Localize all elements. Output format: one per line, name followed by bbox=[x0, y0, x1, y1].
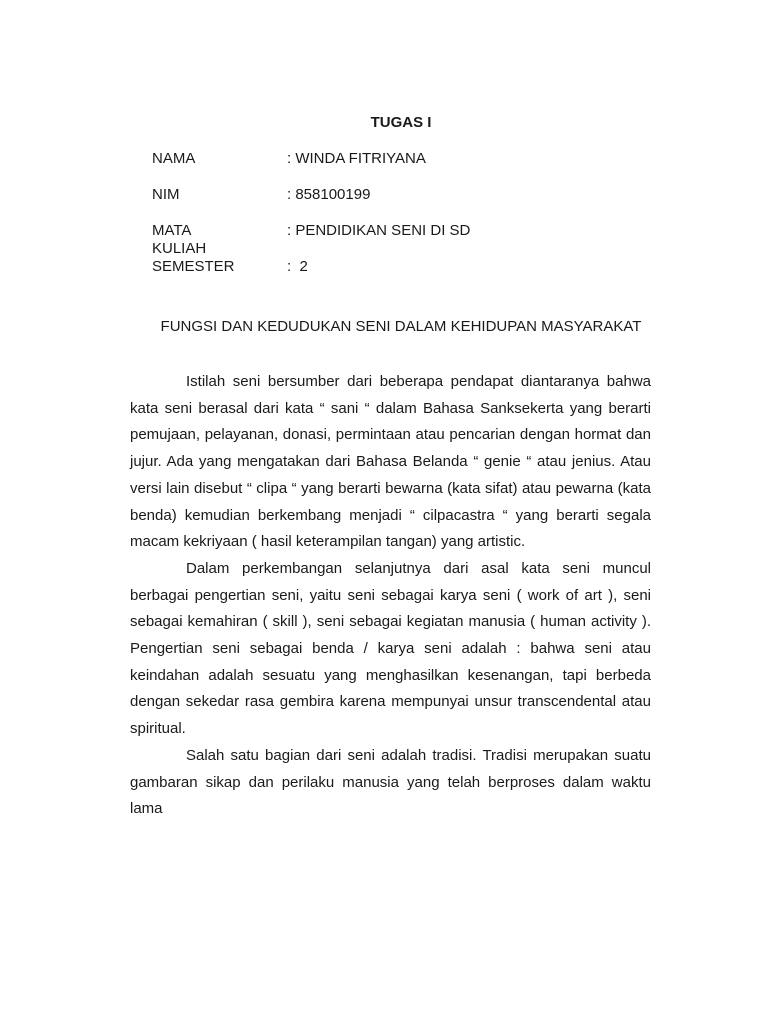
info-value: : WINDA FITRIYANA bbox=[287, 150, 426, 167]
info-value: : 2 bbox=[287, 258, 308, 275]
paragraph: Istilah seni bersumber dari beberapa pendapat diantaranya bahwa kata seni berasal dari kata “ sani “ dalam Bahasa Sanksekerta yang berarti pemujaan, pelayanan, donasi, permintaan atau pencarian dengan hormat dan jujur. Ada yang mengatakan dari Bahasa Belanda “ genie “ atau jenius. Atau versi lain disebut “ clipa “ yang berarti bewarna (kata sifat) atau pewarna (kata benda) kemudian berkembang menjadi “ cilpacastra “ yang berarti segala macam kekriyaan ( hasil keterampilan tangan) yang artistic. bbox=[130, 373, 651, 551]
info-label: MATA KULIAH bbox=[152, 222, 207, 257]
info-label: NIM bbox=[152, 186, 180, 203]
paragraph: Salah satu bagian dari seni adalah tradisi. Tradisi merupakan suatu gambaran sikap dan perilaku manusia yang telah berproses dalam waktu lama bbox=[130, 746, 651, 818]
section-heading: FUNGSI DAN KEDUDUKAN SENI DALAM KEHIDUPAN MASYARAKAT bbox=[160, 318, 642, 335]
document-title: TUGAS I bbox=[370, 114, 432, 131]
info-label: SEMESTER bbox=[152, 258, 235, 275]
info-label: NAMA bbox=[152, 150, 196, 167]
paragraph: Dalam perkembangan selanjutnya dari asal kata seni muncul berbagai pengertian seni, yaitu seni sebagai karya seni ( work of art ), seni sebagai kemahiran ( skill ), seni sebagai kegiatan manusia ( human activity ). Pengertian seni sebagai benda / karya seni adalah : bahwa seni atau keindahan adalah sesuatu yang menghasilkan kesenangan, tapi berbeda dengan sekedar rasa gembira karena mempunyai unsur transcendental atau spiritual. bbox=[130, 559, 651, 738]
info-value: : PENDIDIKAN SENI DI SD bbox=[287, 222, 471, 239]
body-text bbox=[130, 369, 651, 823]
info-value: : 858100199 bbox=[287, 186, 371, 203]
